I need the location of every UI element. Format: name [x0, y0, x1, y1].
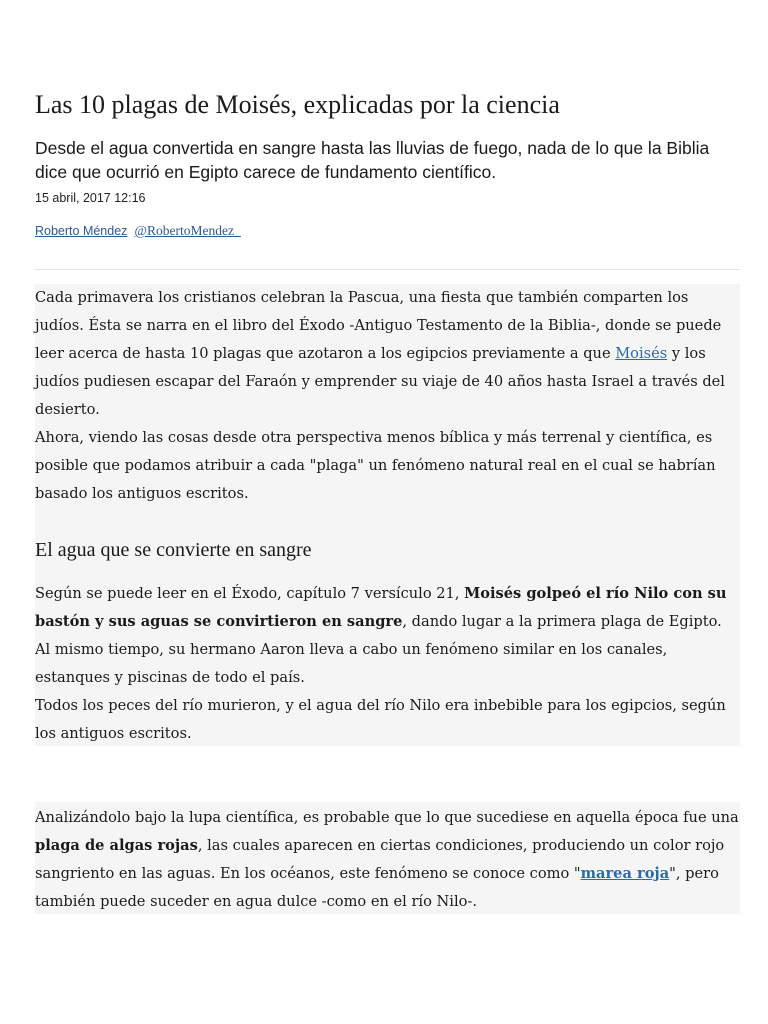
analysis-bold-text: plaga de algas rojas	[35, 837, 198, 854]
intro-paragraph-1	[35, 284, 740, 424]
byline	[35, 223, 241, 239]
moises-link[interactable]: Moisés	[615, 345, 668, 362]
article-subtitle: Desde el agua convertida en sangre hasta las lluvias de fuego, nada de lo que la Biblia dice que ocurrió en Egipto carece de fundamento científico.	[35, 138, 710, 182]
section-blood-text	[35, 580, 740, 748]
intro-text-part-2: y los judíos pudiesen escapar del Faraón y emprender su viaje de 40 años hasta Israel a través del desierto.	[35, 345, 725, 418]
analysis-text-part-3: ", pero también puede suceder en agua dulce -como en el río Nilo-.	[35, 865, 719, 910]
intro-paragraph-2: Ahora, viendo las cosas desde otra perspectiva menos bíblica y más terrenal y científica, es posible que podamos atribuir a cada "plaga" un fenómeno natural real en el cual se habrían basado los antiguos escritos.	[35, 429, 716, 502]
publish-date: 15 abril, 2017 12:16	[35, 191, 146, 205]
analysis-text-part-2: , las cuales aparecen en ciertas condiciones, produciendo un color rojo sangriento en las aguas. En los océanos, este fenómeno se conoce como "	[35, 837, 725, 882]
analysis-paragraph	[35, 804, 740, 916]
section-text-part-1: Según se puede leer en el Éxodo, capítulo 7 versículo 21,	[35, 585, 465, 602]
header-divider	[35, 269, 740, 270]
section-paragraph-1	[35, 580, 740, 692]
section-bold-text: Moisés golpeó el río Nilo con su bastón y sus aguas se convirtieron en sangre	[35, 585, 727, 630]
analysis-text-part-1: Analizándolo bajo la lupa científica, es probable que lo que sucediese en aquella época fue una	[35, 809, 739, 826]
author-twitter-link[interactable]: @RobertoMendez_	[134, 223, 241, 238]
section-text-part-2: , dando lugar a la primera plaga de Egipto. Al mismo tiempo, su hermano Aaron lleva a cabo un fenómeno similar en los canales, estanques y piscinas de todo el país.	[35, 613, 722, 686]
section-heading-blood: El agua que se convierte en sangre	[35, 539, 312, 561]
intro-text-part-1: Cada primavera los cristianos celebran la Pascua, una fiesta que también comparten los judíos. Ésta se narra en el libro del Éxodo -Antiguo Testamento de la Biblia-, donde se puede leer acerca de hasta 10 plagas que azotaron a los egipcios previamente a que	[35, 289, 722, 362]
marea-roja-link[interactable]: marea roja	[580, 865, 670, 882]
article-body-block-1	[35, 284, 740, 746]
article-body-block-2	[35, 802, 740, 914]
article-title: Las 10 plagas de Moisés, explicadas por la ciencia	[35, 90, 560, 119]
author-link[interactable]: Roberto Méndez	[35, 224, 128, 238]
section-paragraph-2: Todos los peces del río murieron, y el agua del río Nilo era inbebible para los egipcios, según los antiguos escritos.	[35, 697, 726, 742]
intro-text	[35, 284, 740, 508]
